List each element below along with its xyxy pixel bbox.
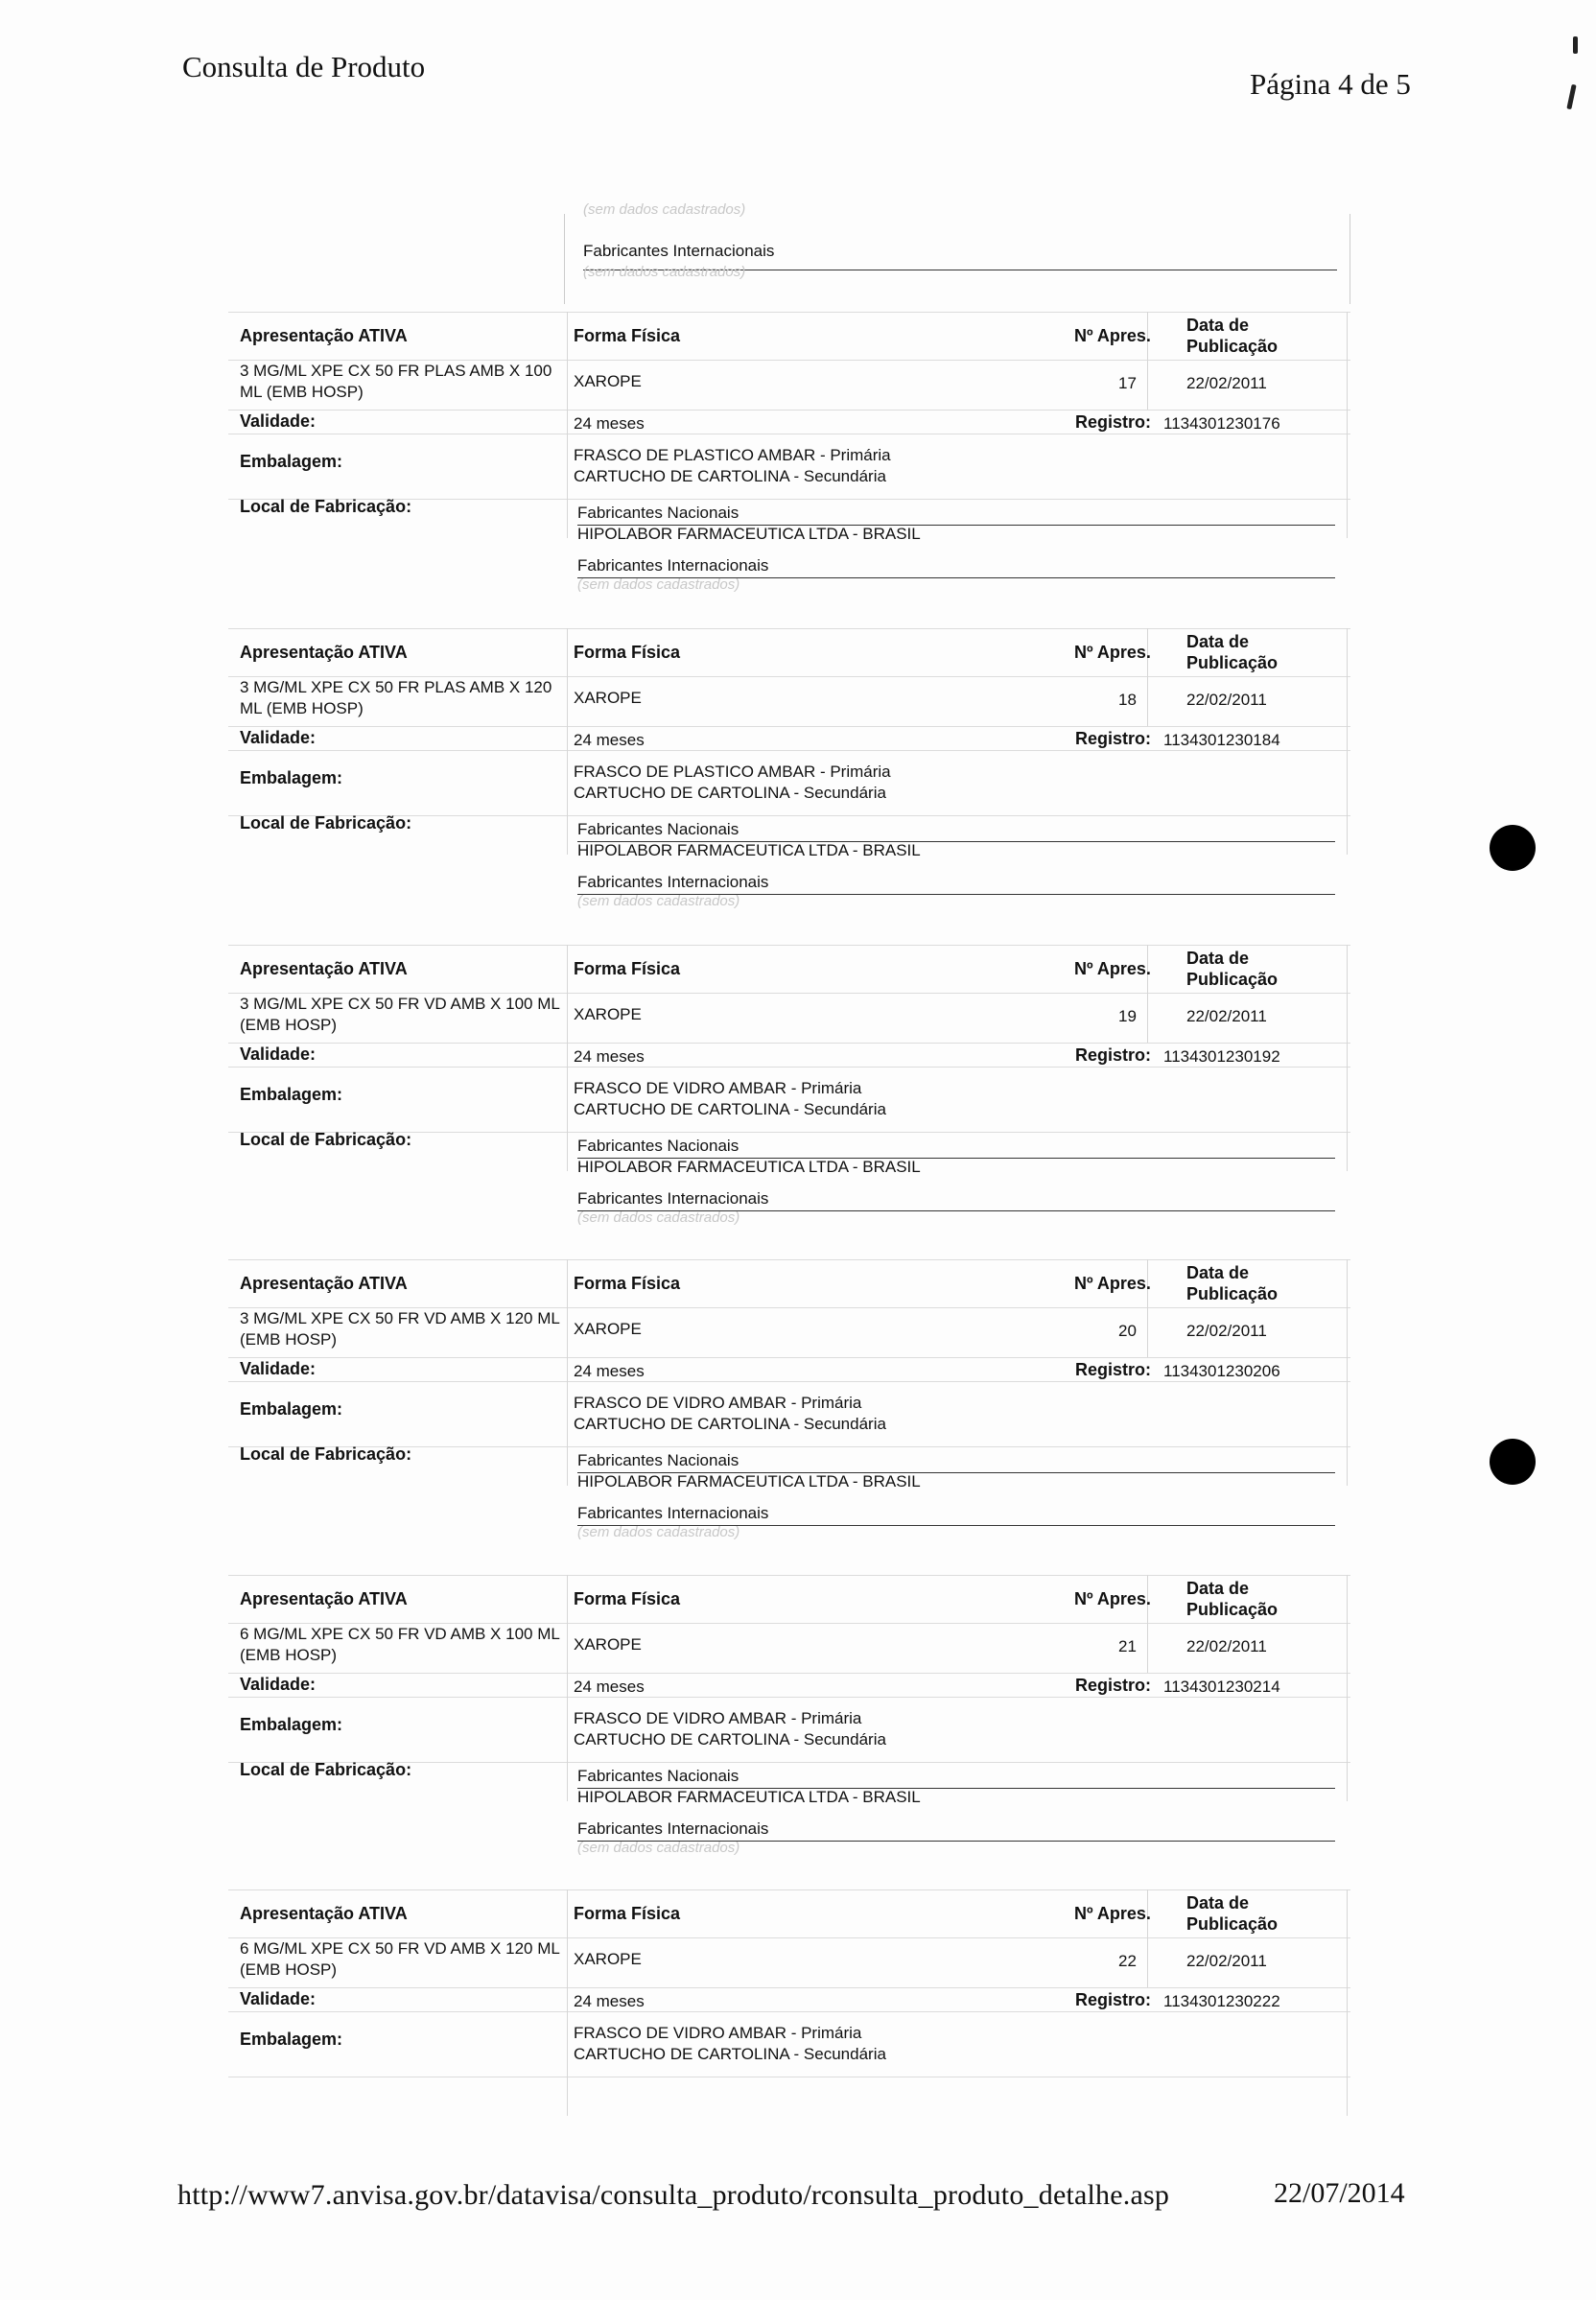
n-apres-label: Nº Apres. xyxy=(1074,326,1151,345)
embalagem-label: Embalagem: xyxy=(240,768,343,787)
column-divider xyxy=(1347,628,1348,855)
column-divider xyxy=(1347,945,1348,1171)
empty-note: (sem dados cadastrados) xyxy=(577,1209,740,1226)
row-divider xyxy=(228,628,1350,629)
registro-value: 1134301230222 xyxy=(1163,1992,1280,2010)
row-divider xyxy=(228,993,1350,994)
publication-date: 22/02/2011 xyxy=(1186,1952,1267,1970)
registro-value: 1134301230176 xyxy=(1163,414,1280,433)
fab-nac-name: HIPOLABOR FARMACEUTICA LTDA - BRASIL xyxy=(577,1158,921,1176)
local-label: Local de Fabricação: xyxy=(240,1130,412,1149)
presentation-description: (EMB HOSP) xyxy=(240,1646,338,1664)
registro-value: 1134301230206 xyxy=(1163,1362,1280,1380)
forma-value: XAROPE xyxy=(574,689,642,707)
presentation-description: (EMB HOSP) xyxy=(240,1016,338,1034)
embalagem-value: CARTUCHO DE CARTOLINA - Secundária xyxy=(574,784,886,802)
presentation-description: 3 MG/ML XPE CX 50 FR VD AMB X 100 ML xyxy=(240,995,560,1013)
validade-label: Validade: xyxy=(240,411,317,431)
n-apres-label: Nº Apres. xyxy=(1074,959,1151,978)
embalagem-value: CARTUCHO DE CARTOLINA - Secundária xyxy=(574,1100,886,1118)
fab-nac-name: HIPOLABOR FARMACEUTICA LTDA - BRASIL xyxy=(577,1472,921,1490)
validade-label: Validade: xyxy=(240,1044,317,1064)
embalagem-value: CARTUCHO DE CARTOLINA - Secundária xyxy=(574,467,886,485)
data-pub-label: Data de xyxy=(1186,1893,1250,1913)
footer-url: http://www7.anvisa.gov.br/datavisa/consulta_produto/rconsulta_produto_detalhe.asp xyxy=(177,2179,1170,2211)
data-pub-label: Data de xyxy=(1186,1579,1250,1598)
row-divider xyxy=(228,1987,1350,1988)
forma-fisica-label: Forma Física xyxy=(574,643,681,662)
divider xyxy=(564,214,565,304)
column-divider xyxy=(1347,1259,1348,1486)
row-divider xyxy=(228,1673,1350,1674)
data-pub-label: Data de xyxy=(1186,632,1250,651)
row-divider xyxy=(228,1697,1350,1698)
fab-nac-name: HIPOLABOR FARMACEUTICA LTDA - BRASIL xyxy=(577,841,921,859)
fab-nac-label: Fabricantes Nacionais xyxy=(577,1137,739,1155)
forma-value: XAROPE xyxy=(574,1005,642,1023)
presentation-block xyxy=(228,1259,1350,1562)
data-pub-label: Data de xyxy=(1186,949,1250,968)
registro-value: 1134301230184 xyxy=(1163,731,1280,749)
apresentacao-label: Apresentação ATIVA xyxy=(240,1274,408,1293)
row-divider xyxy=(228,1043,1350,1044)
apresentacao-label: Apresentação ATIVA xyxy=(240,1904,408,1923)
registro-label: Registro: xyxy=(1075,1045,1152,1065)
row-divider xyxy=(228,945,1350,946)
forma-value: XAROPE xyxy=(574,1320,642,1338)
fab-nac-label: Fabricantes Nacionais xyxy=(577,1767,739,1785)
embalagem-value: FRASCO DE PLASTICO AMBAR - Primária xyxy=(574,446,891,464)
data-pub-label: Publicação xyxy=(1186,1914,1279,1934)
n-apres-value: 20 xyxy=(1118,1322,1137,1340)
row-divider xyxy=(228,312,1350,313)
fab-nac-label: Fabricantes Nacionais xyxy=(577,504,739,522)
column-divider xyxy=(1347,1575,1348,1801)
n-apres-value: 19 xyxy=(1118,1007,1137,1025)
presentation-block xyxy=(228,1575,1350,1878)
column-divider xyxy=(567,1575,568,1801)
fab-nac-label: Fabricantes Nacionais xyxy=(577,1451,739,1469)
embalagem-label: Embalagem: xyxy=(240,1085,343,1104)
row-divider xyxy=(228,750,1350,751)
registro-label: Registro: xyxy=(1075,1990,1152,2009)
fab-int-label: Fabricantes Internacionais xyxy=(577,1819,769,1838)
registro-label: Registro: xyxy=(1075,1360,1152,1379)
embalagem-label: Embalagem: xyxy=(240,1399,343,1419)
publication-date: 22/02/2011 xyxy=(1186,1637,1267,1655)
apresentacao-label: Apresentação ATIVA xyxy=(240,959,408,978)
forma-value: XAROPE xyxy=(574,1950,642,1968)
data-pub-label: Data de xyxy=(1186,316,1250,335)
presentation-description: (EMB HOSP) xyxy=(240,1960,338,1979)
n-apres-label: Nº Apres. xyxy=(1074,643,1151,662)
fab-int-label: Fabricantes Internacionais xyxy=(583,242,775,260)
n-apres-value: 21 xyxy=(1118,1637,1137,1655)
presentation-description: ML (EMB HOSP) xyxy=(240,699,364,717)
n-apres-value: 17 xyxy=(1118,374,1137,392)
embalagem-label: Embalagem: xyxy=(240,452,343,471)
data-pub-label: Publicação xyxy=(1186,970,1279,989)
fab-nac-name: HIPOLABOR FARMACEUTICA LTDA - BRASIL xyxy=(577,1788,921,1806)
apresentacao-label: Apresentação ATIVA xyxy=(240,326,408,345)
row-divider xyxy=(228,410,1350,411)
embalagem-label: Embalagem: xyxy=(240,2030,343,2049)
data-pub-label: Publicação xyxy=(1186,1600,1279,1619)
scan-mark xyxy=(1573,36,1578,54)
data-pub-label: Data de xyxy=(1186,1263,1250,1282)
validade-label: Validade: xyxy=(240,728,317,747)
presentation-description: 3 MG/ML XPE CX 50 FR VD AMB X 120 ML xyxy=(240,1309,560,1327)
column-divider xyxy=(567,1259,568,1486)
punch-hole xyxy=(1490,1439,1536,1485)
row-divider xyxy=(228,1067,1350,1068)
row-divider xyxy=(228,2011,1350,2012)
forma-fisica-label: Forma Física xyxy=(574,326,681,345)
registro-value: 1134301230192 xyxy=(1163,1047,1280,1066)
column-divider xyxy=(567,312,568,538)
publication-date: 22/02/2011 xyxy=(1186,374,1267,392)
fab-int-label: Fabricantes Internacionais xyxy=(577,1189,769,1208)
row-divider xyxy=(228,726,1350,727)
presentation-description: 3 MG/ML XPE CX 50 FR PLAS AMB X 120 xyxy=(240,678,552,696)
empty-note: (sem dados cadastrados) xyxy=(577,1524,740,1540)
row-divider xyxy=(228,360,1350,361)
embalagem-value: CARTUCHO DE CARTOLINA - Secundária xyxy=(574,2045,886,2063)
registro-label: Registro: xyxy=(1075,729,1152,748)
page-header-title: Consulta de Produto xyxy=(182,50,426,83)
publication-date: 22/02/2011 xyxy=(1186,1007,1267,1025)
embalagem-value: CARTUCHO DE CARTOLINA - Secundária xyxy=(574,1730,886,1748)
validade-value: 24 meses xyxy=(574,414,645,433)
embalagem-label: Embalagem: xyxy=(240,1715,343,1734)
validade-label: Validade: xyxy=(240,1675,317,1694)
publication-date: 22/02/2011 xyxy=(1186,1322,1267,1340)
presentation-description: 6 MG/ML XPE CX 50 FR VD AMB X 100 ML xyxy=(240,1625,560,1643)
empty-note: (sem dados cadastrados) xyxy=(577,1840,740,1856)
embalagem-value: CARTUCHO DE CARTOLINA - Secundária xyxy=(574,1415,886,1433)
local-label: Local de Fabricação: xyxy=(240,813,412,833)
validade-value: 24 meses xyxy=(574,731,645,749)
validade-value: 24 meses xyxy=(574,1678,645,1696)
row-divider xyxy=(228,1381,1350,1382)
row-divider xyxy=(228,1937,1350,1938)
row-divider xyxy=(228,1889,1350,1890)
embalagem-value: FRASCO DE VIDRO AMBAR - Primária xyxy=(574,1079,862,1097)
row-divider xyxy=(228,1307,1350,1308)
column-divider xyxy=(567,945,568,1171)
row-divider xyxy=(228,1259,1350,1260)
local-label: Local de Fabricação: xyxy=(240,1760,412,1779)
column-divider xyxy=(567,628,568,855)
n-apres-label: Nº Apres. xyxy=(1074,1904,1151,1923)
apresentacao-label: Apresentação ATIVA xyxy=(240,643,408,662)
validade-label: Validade: xyxy=(240,1359,317,1378)
empty-note: (sem dados cadastrados) xyxy=(577,576,740,593)
validade-value: 24 meses xyxy=(574,1047,645,1066)
validade-label: Validade: xyxy=(240,1989,317,2008)
column-divider xyxy=(1347,1889,1348,2116)
data-pub-label: Publicação xyxy=(1186,653,1279,672)
presentation-description: (EMB HOSP) xyxy=(240,1330,338,1349)
embalagem-value: FRASCO DE VIDRO AMBAR - Primária xyxy=(574,1394,862,1412)
validade-value: 24 meses xyxy=(574,1362,645,1380)
data-pub-label: Publicação xyxy=(1186,337,1279,356)
forma-fisica-label: Forma Física xyxy=(574,1589,681,1608)
scan-mark xyxy=(1566,84,1576,109)
publication-date: 22/02/2011 xyxy=(1186,691,1267,709)
empty-note: (sem dados cadastrados) xyxy=(583,264,746,280)
page-number: Página 4 de 5 xyxy=(1250,67,1411,101)
fab-int-label: Fabricantes Internacionais xyxy=(577,1504,769,1522)
row-divider xyxy=(228,1623,1350,1624)
fab-int-label: Fabricantes Internacionais xyxy=(577,556,769,575)
punch-hole xyxy=(1490,825,1536,871)
empty-note: (sem dados cadastrados) xyxy=(577,893,740,909)
forma-value: XAROPE xyxy=(574,372,642,390)
empty-note: (sem dados cadastrados) xyxy=(583,201,746,218)
registro-value: 1134301230214 xyxy=(1163,1678,1280,1696)
data-pub-label: Publicação xyxy=(1186,1284,1279,1303)
presentation-description: ML (EMB HOSP) xyxy=(240,383,364,401)
fab-nac-name: HIPOLABOR FARMACEUTICA LTDA - BRASIL xyxy=(577,525,921,543)
forma-fisica-label: Forma Física xyxy=(574,1274,681,1293)
validade-value: 24 meses xyxy=(574,1992,645,2010)
presentation-block xyxy=(228,945,1350,1248)
local-label: Local de Fabricação: xyxy=(240,1444,412,1464)
n-apres-value: 22 xyxy=(1118,1952,1137,1970)
column-divider xyxy=(1347,312,1348,538)
presentation-description: 3 MG/ML XPE CX 50 FR PLAS AMB X 100 xyxy=(240,362,552,380)
registro-label: Registro: xyxy=(1075,1676,1152,1695)
presentation-block xyxy=(228,1889,1350,2193)
row-divider xyxy=(228,1575,1350,1576)
forma-fisica-label: Forma Física xyxy=(574,959,681,978)
embalagem-value: FRASCO DE PLASTICO AMBAR - Primária xyxy=(574,763,891,781)
forma-fisica-label: Forma Física xyxy=(574,1904,681,1923)
forma-value: XAROPE xyxy=(574,1635,642,1654)
embalagem-value: FRASCO DE VIDRO AMBAR - Primária xyxy=(574,2024,862,2042)
row-divider xyxy=(228,676,1350,677)
local-label: Local de Fabricação: xyxy=(240,497,412,516)
n-apres-label: Nº Apres. xyxy=(1074,1274,1151,1293)
presentation-block xyxy=(228,628,1350,931)
footer-date: 22/07/2014 xyxy=(1274,2177,1405,2209)
fragment-top xyxy=(564,197,1350,302)
fab-int-label: Fabricantes Internacionais xyxy=(577,873,769,891)
embalagem-value: FRASCO DE VIDRO AMBAR - Primária xyxy=(574,1709,862,1727)
registro-label: Registro: xyxy=(1075,412,1152,432)
n-apres-label: Nº Apres. xyxy=(1074,1589,1151,1608)
row-divider xyxy=(228,1357,1350,1358)
column-divider xyxy=(567,1889,568,2116)
n-apres-value: 18 xyxy=(1118,691,1137,709)
fab-nac-label: Fabricantes Nacionais xyxy=(577,820,739,838)
presentation-block xyxy=(228,312,1350,615)
presentation-description: 6 MG/ML XPE CX 50 FR VD AMB X 120 ML xyxy=(240,1939,560,1958)
apresentacao-label: Apresentação ATIVA xyxy=(240,1589,408,1608)
